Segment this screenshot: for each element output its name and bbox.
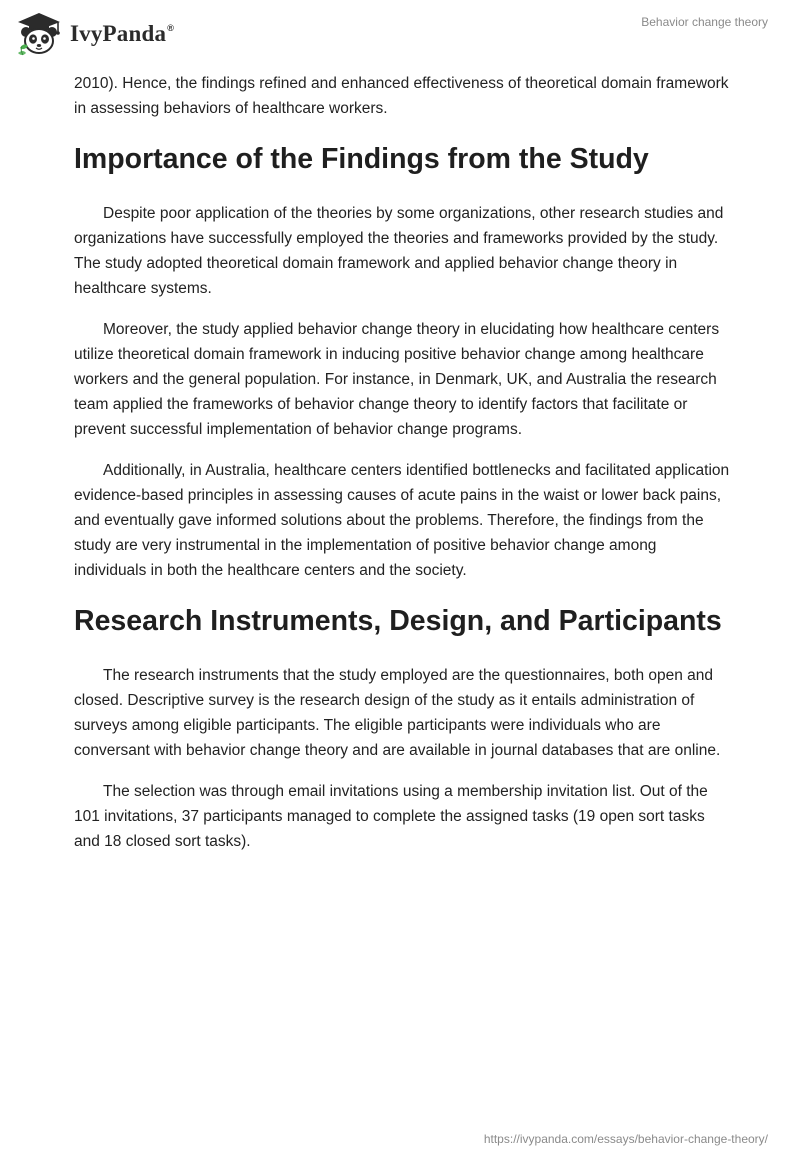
document-title: Behavior change theory	[641, 15, 768, 29]
section-heading-research-instruments: Research Instruments, Design, and Participants	[74, 605, 722, 637]
registered-mark: ®	[167, 23, 175, 33]
panda-graduate-icon	[14, 8, 64, 58]
section-heading-importance: Importance of the Findings from the Study	[74, 143, 649, 175]
logo-wordmark: IvyPanda®	[70, 21, 175, 46]
ivypanda-logo[interactable]	[14, 8, 174, 58]
essay-content	[74, 71, 730, 870]
page-header	[0, 0, 800, 64]
paragraph: Additionally, in Australia, healthcare centers identified bottlenecks and facilitated application evidence-based principles in assessing causes of acute pains in the waist or lower back pains, and eventually gave informed solutions about the problems. Therefore, the findings from the study are very instrumental in the implementation of positive behavior change among individuals in both the healthcare centers and the society.	[74, 462, 730, 579]
paragraph: The research instruments that the study employed are the questionnaires, both open and closed. Descriptive survey is the research design of the study as it entails administration of surveys among eligible participants. The eligible participants were individuals who are conversant with behavior change theory and are available in journal databases that are online.	[74, 667, 721, 759]
paragraph: Moreover, the study applied behavior change theory in elucidating how healthcare centers utilize theoretical domain framework in inducing positive behavior change among healthcare workers and the general population. For instance, in Denmark, UK, and Australia the research team applied the frameworks of behavior change theory to identify factors that facilitate or prevent successful implementation of behavior change programs.	[74, 321, 720, 438]
source-url-link[interactable]: https://ivypanda.com/essays/behavior-change-theory/	[483, 1132, 768, 1146]
paragraph: The selection was through email invitations using a membership invitation list. Out of the 101 invitations, 37 participants managed to complete the assigned tasks (19 open sort tasks and 18 closed sort tasks).	[74, 783, 708, 850]
intro-paragraph: 2010). Hence, the findings refined and enhanced effectiveness of theoretical domain framework in assessing behaviors of healthcare workers.	[74, 75, 729, 117]
paragraph: Despite poor application of the theories by some organizations, other research studies and organizations have successfully employed the theories and frameworks provided by the study. The study adopted theoretical domain framework and applied behavior change theory in healthcare systems.	[74, 205, 724, 297]
